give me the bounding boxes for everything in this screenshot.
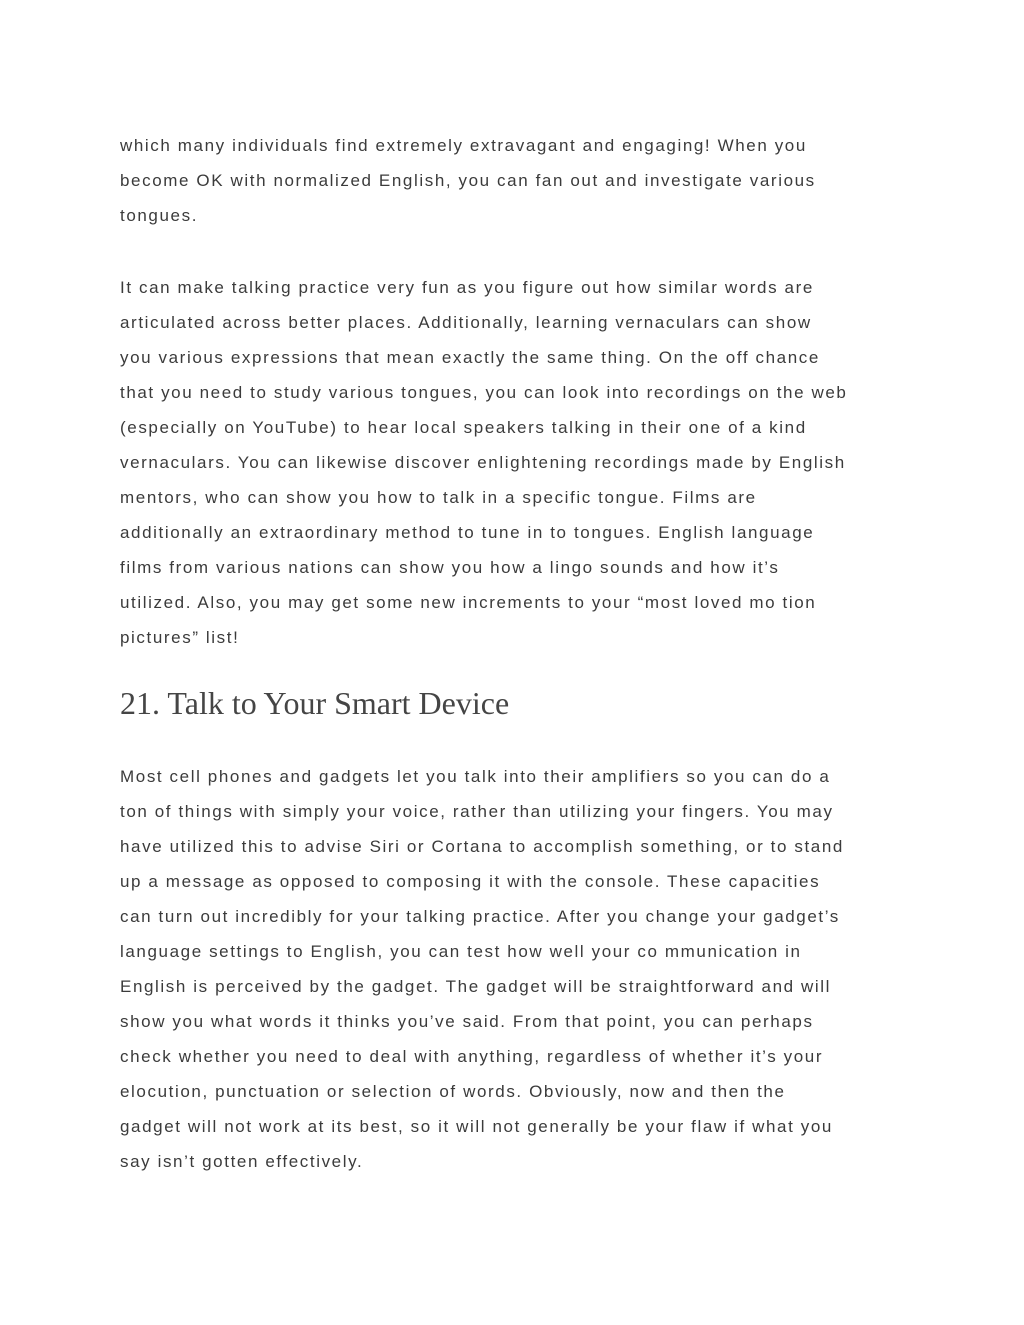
text-line: It can make talking practice very fun as you figure out how similar words are — [120, 278, 814, 297]
paragraph-dialects — [120, 270, 910, 655]
text-line: utilized. Also, you may get some new increments to your “most loved mo tion — [120, 593, 817, 612]
text-line: show you what words it thinks you’ve said. From that point, you can perhaps — [120, 1012, 814, 1031]
text-line: films from various nations can show you how a lingo sounds and how it’s — [120, 558, 780, 577]
text-line: tongues. — [120, 206, 199, 225]
paragraph-smart-device — [120, 759, 910, 1179]
text-line: up a message as opposed to composing it with the console. These capacities — [120, 872, 821, 891]
text-line: pictures” list! — [120, 628, 240, 647]
text-line: articulated across better places. Additionally, learning vernaculars can show — [120, 313, 812, 332]
text-line: (especially on YouTube) to hear local speakers talking in their one of a kind — [120, 418, 807, 437]
text-line: have utilized this to advise Siri or Cortana to accomplish something, or to stand — [120, 837, 844, 856]
document-page — [120, 128, 910, 1179]
text-line: language settings to English, you can test how well your co mmunication in — [120, 942, 802, 961]
text-line: Most cell phones and gadgets let you talk into their amplifiers so you can do a — [120, 767, 831, 786]
text-line: elocution, punctuation or selection of words. Obviously, now and then the — [120, 1082, 786, 1101]
text-line: ton of things with simply your voice, rather than utilizing your fingers. You may — [120, 802, 834, 821]
text-line: can turn out incredibly for your talking practice. After you change your gadget’s — [120, 907, 840, 926]
text-line: you various expressions that mean exactly the same thing. On the off chance — [120, 348, 820, 367]
text-line: vernaculars. You can likewise discover enlightening recordings made by English — [120, 453, 846, 472]
text-line: that you need to study various tongues, you can look into recordings on the web — [120, 383, 848, 402]
section-heading: 21. Talk to Your Smart Device — [120, 685, 510, 721]
text-line: check whether you need to deal with anything, regardless of whether it’s your — [120, 1047, 824, 1066]
text-line: English is perceived by the gadget. The gadget will be straightforward and will — [120, 977, 832, 996]
paragraph-intro — [120, 128, 910, 233]
text-line: say isn’t gotten effectively. — [120, 1152, 364, 1171]
text-line: which many individuals find extremely extravagant and engaging! When you — [120, 136, 807, 155]
text-line: gadget will not work at its best, so it will not generally be your flaw if what you — [120, 1117, 833, 1136]
text-line: mentors, who can show you how to talk in a specific tongue. Films are — [120, 488, 757, 507]
text-line: additionally an extraordinary method to tune in to tongues. English language — [120, 523, 815, 542]
text-line: become OK with normalized English, you can fan out and investigate various — [120, 171, 816, 190]
